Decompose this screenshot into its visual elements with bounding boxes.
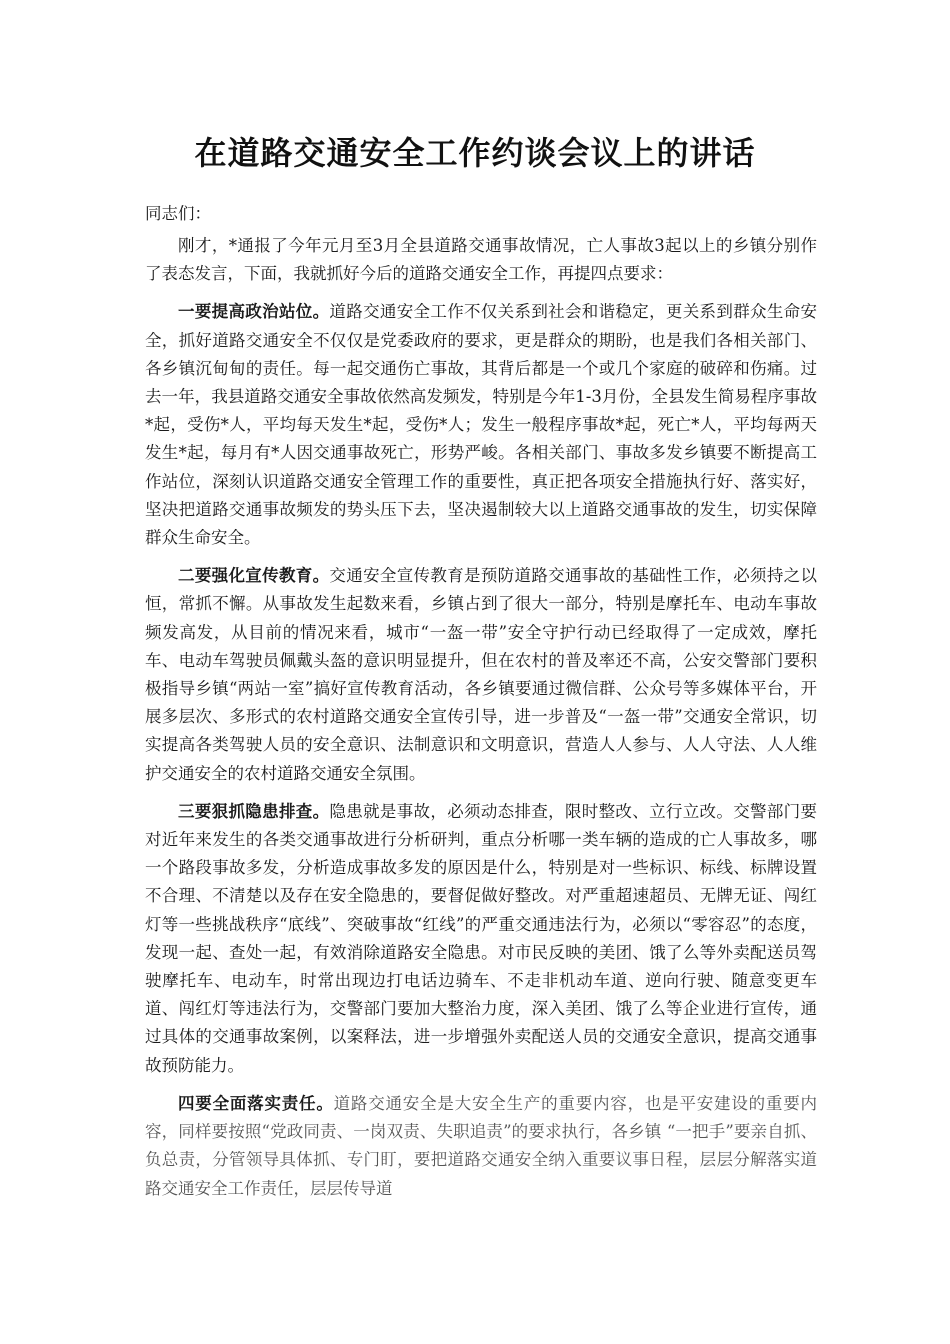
document-title: 在道路交通安全工作约谈会议上的讲话 — [194, 134, 756, 172]
intro-paragraph: 刚才，*通报了今年元月至3月全县道路交通事故情况，亡人事故3起以上的乡镇分别作了表态发言，下面，我就抓好今后的道路交通安全工作，再提四点要求： — [145, 236, 817, 284]
section-heading-4: 四要全面落实责任。 — [178, 1093, 334, 1113]
section-paragraph-1 — [145, 298, 817, 552]
section-paragraph-3 — [145, 798, 817, 1080]
salutation: 同志们： — [145, 204, 211, 223]
document-body — [145, 200, 817, 1213]
section-paragraph-2 — [145, 562, 817, 788]
section-text-3: 隐患就是事故，必须动态排查，限时整改、立行立改。交警部门要对近年来发生的各类交通事故进行分析研判，重点分析哪一类车辆的造成的亡人事故多，哪一个路段事故多发，分析造成事故多发的原因是什么，特别是对一些标识、标线、标牌设置不合理、不清楚以及存在安全隐患的，要督促做好整改。对严重超速超员、无牌无证、闯红灯等一些挑战秩序“底线”、突破事故“红线”的严重交通违法行为，必须以“零容忍”的态度，发现一起、查处一起，有效消除道路安全隐患。对市民反映的美团、饿了么等外卖配送员驾驶摩托车、电动车，时常出现边打电话边骑车、不走非机动车道、逆向行驶、随意变更车道、闯红灯等违法行为，交警部门要加大整治力度，深入美团、饿了么等企业进行宣传，通过具体的交通事故案例，以案释法，进一步增强外卖配送人员的交通安全意识，提高交通事故预防能力。 — [145, 801, 818, 1075]
section-heading-3: 三要狠抓隐患排查。 — [178, 801, 330, 821]
section-text-2: 交通安全宣传教育是预防道路交通事故的基础性工作，必须持之以恒，常抓不懈。从事故发生起数来看，乡镇占到了很大一部分，特别是摩托车、电动车事故频发高发，从目前的情况来看，城市“一盔一带”安全守护行动已经取得了一定成效，摩托车、电动车驾驶员佩戴头盔的意识明显提升，但在农村的普及率还不高，公安交警部门要积极指导乡镇“两站一室”搞好宣传教育活动，各乡镇要通过微信群、公众号等多媒体平台，开展多层次、多形式的农村道路交通安全宣传引导，进一步普及“一盔一带”交通安全常识，切实提高各类驾驶人员的安全意识、法制意识和文明意识，营造人人参与、人人守法、人人维护交通安全的农村道路交通安全氛围。 — [145, 566, 818, 783]
section-paragraph-4 — [145, 1090, 817, 1203]
section-text-1: 道路交通安全工作不仅关系到社会和谐稳定，更关系到群众生命安全，抓好道路交通安全不仅仅是党委政府的要求，更是群众的期盼，也是我们各相关部门、各乡镇沉甸甸的责任。每一起交通伤亡事故，其背后都是一个或几个家庭的破碎和伤痛。过去一年，我县道路交通安全事故依然高发频发，特别是今年1-3月份，全县发生简易程序事故*起，受伤*人，平均每天发生*起，受伤*人；发生一般程序事故*起，死亡*人，平均每两天发生*起，每月有*人因交通事故死亡，形势严峻。各相关部门、事故多发乡镇要不断提高工作站位，深刻认识道路交通安全管理工作的重要性，真正把各项安全措施执行好、落实好，坚决把道路交通事故频发的势头压下去，坚决遏制较大以上道路交通事故的发生，切实保障群众生命安全。 — [145, 302, 818, 548]
section-text-4: 道路交通安全是大安全生产的重要内容，也是平安建设的重要内容，同样要按照“党政同责、一岗双责、失职追责”的要求执行，各乡镇 “一把手”要亲自抓、负总责，分管领导具体抓、专门盯，要把道路交通安全纳入重要议事日程，层层分解落实道路交通安全工作责任，层层传导道 — [145, 1093, 818, 1198]
section-heading-1: 一要提高政治站位。 — [178, 302, 330, 322]
section-heading-2: 二要强化宣传教育。 — [178, 566, 330, 586]
